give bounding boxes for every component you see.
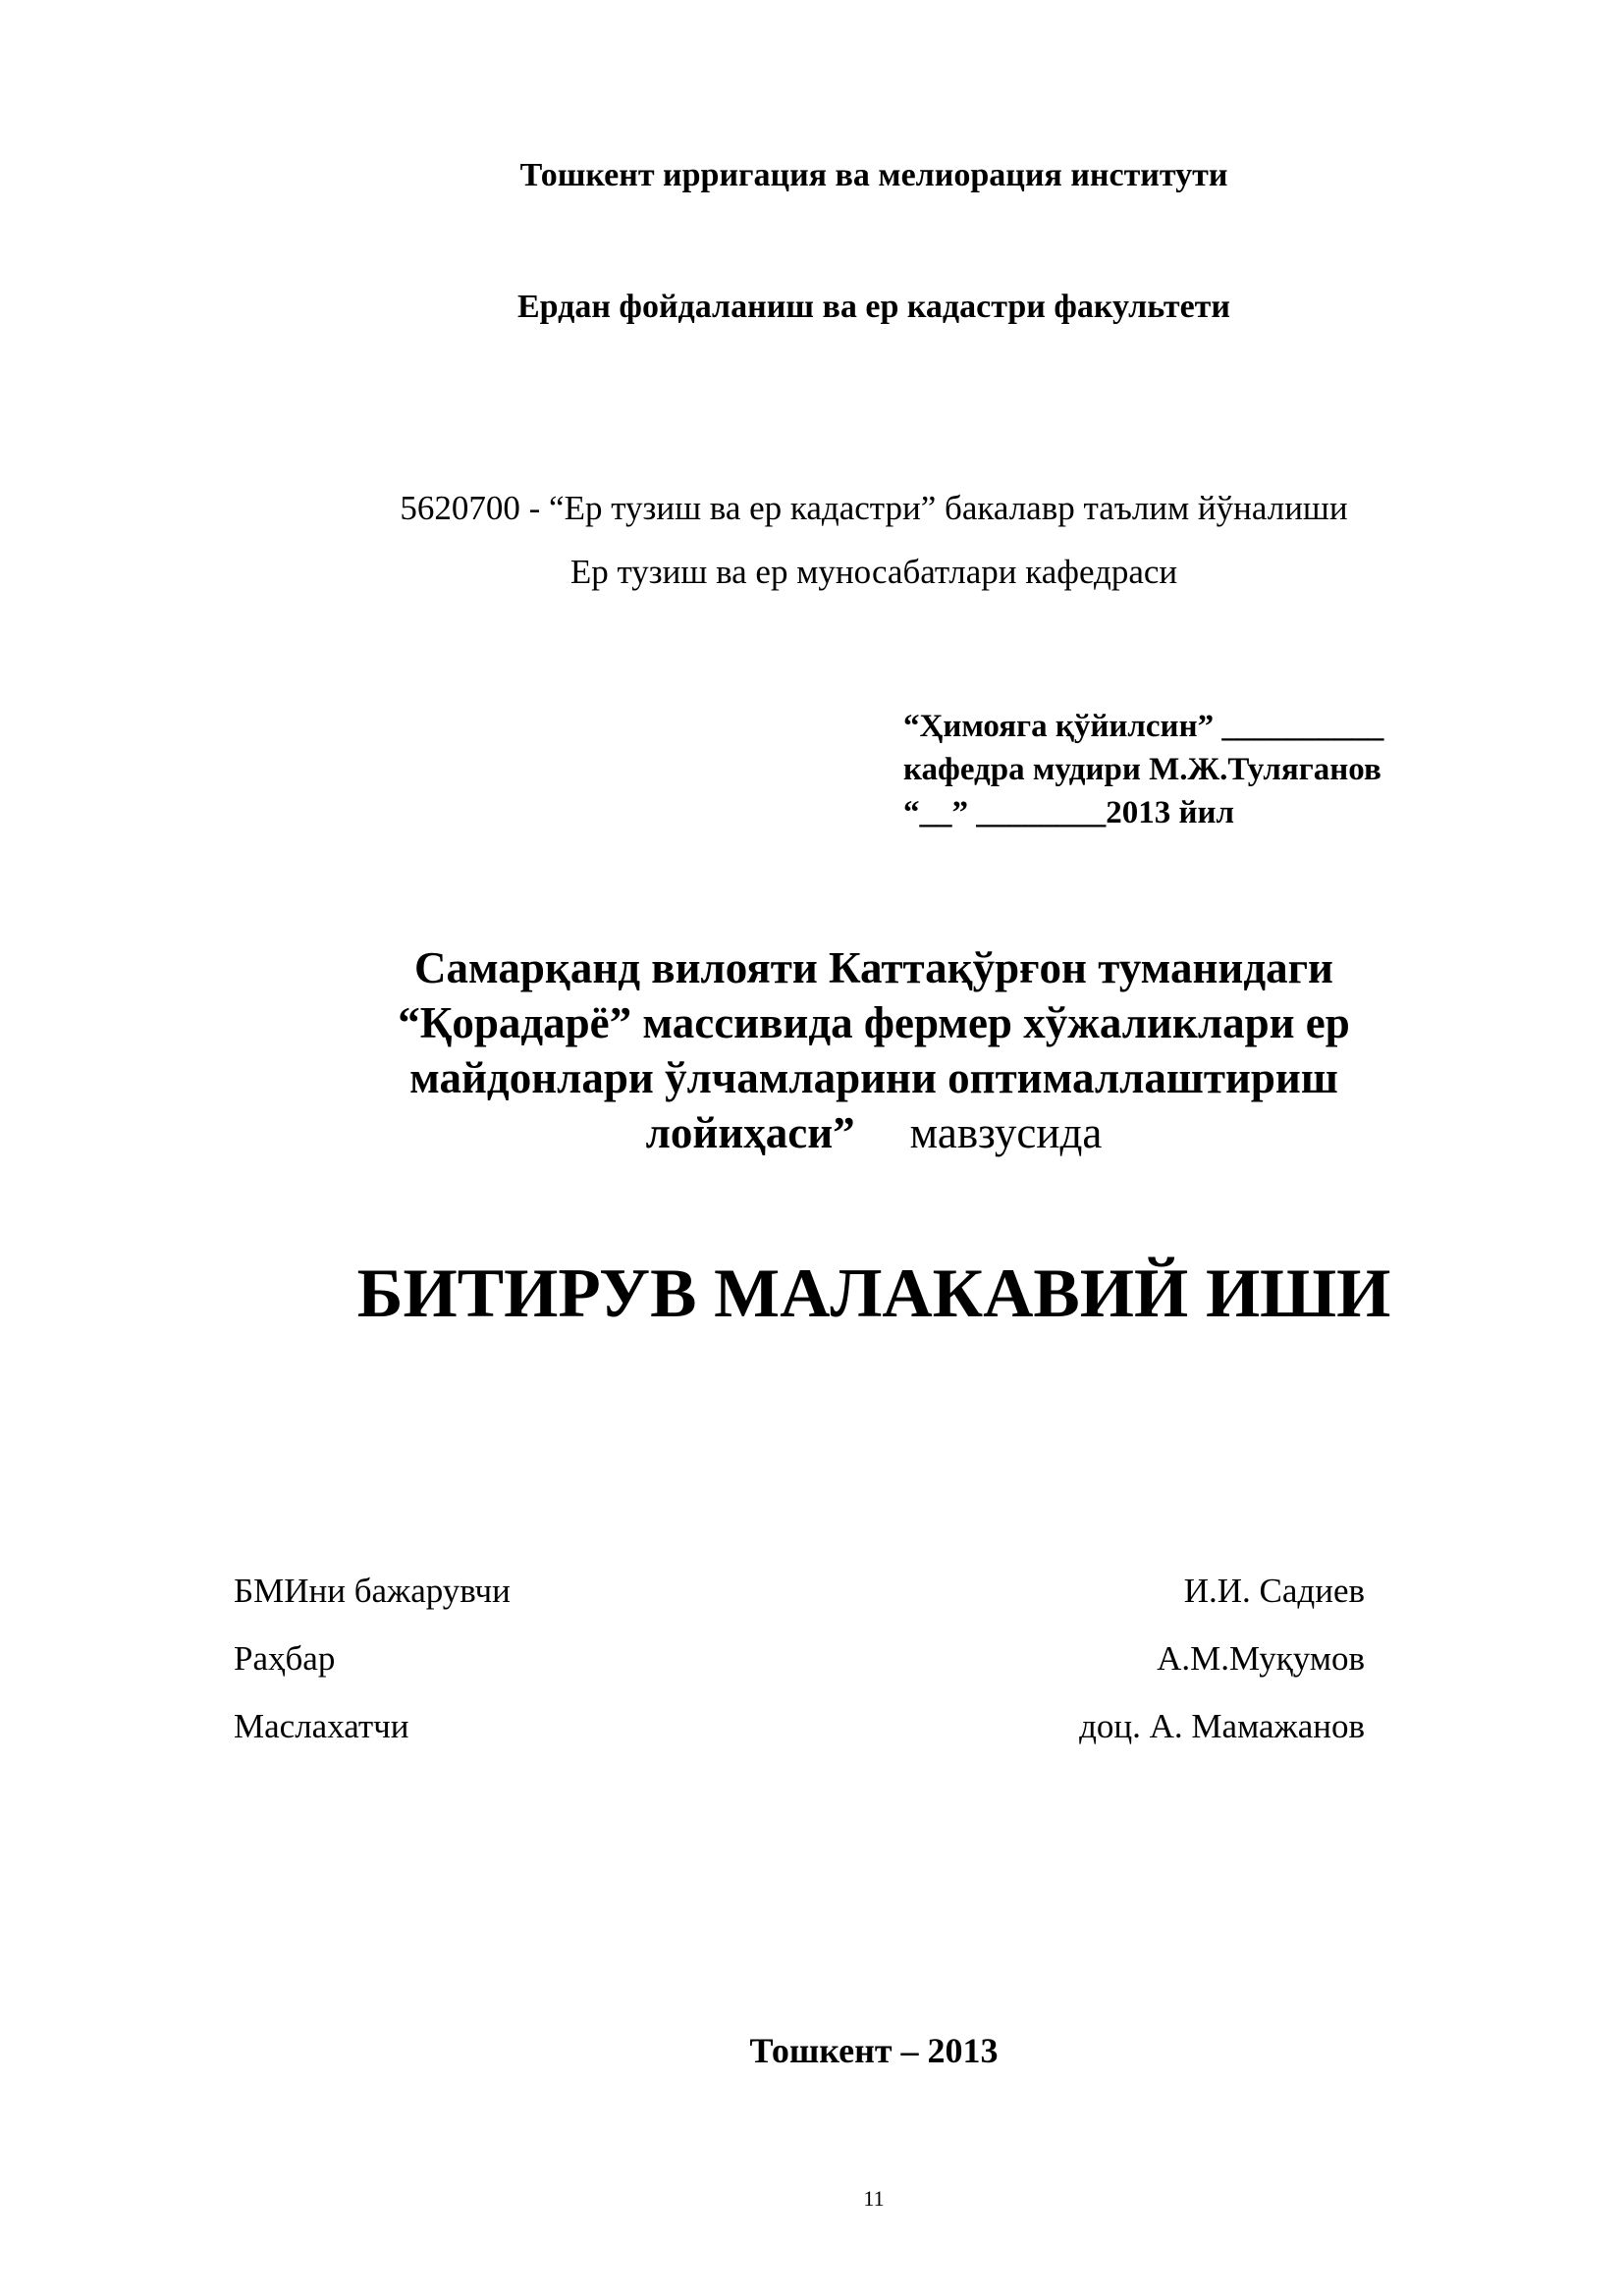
names-list (1041, 1557, 1365, 1760)
approval-head-line: кафедра мудири М.Ж.Туляганов (903, 752, 1381, 787)
approval-date-line: “__” ________2013 йил (903, 795, 1235, 830)
department-name: Ер тузиш ва ер муносабатлари кафедраси (569, 553, 1178, 591)
role-name-executor: И.И. Садиев (1183, 1572, 1365, 1610)
role-label-supervisor: Раҳбар (234, 1639, 336, 1678)
topic-line-2: “Қорадарё” массивида фермер хўжаликлари ер (398, 998, 1350, 1047)
thesis-topic (0, 940, 1624, 1160)
institute-name: Тошкент ирригация ва мелиорация институти (519, 157, 1228, 193)
role-name-consultant: доц. А. Мамажанов (1079, 1707, 1365, 1745)
topic-suffix: мавзусида (909, 1108, 1103, 1157)
page-number: 11 (863, 2186, 885, 2211)
approval-block (903, 705, 1383, 834)
topic-line-4 (0, 1105, 1624, 1160)
roles-list (234, 1557, 511, 1760)
role-label-executor: БМИни бажарувчи (234, 1572, 511, 1610)
role-name-supervisor: А.М.Муқумов (1157, 1639, 1365, 1678)
topic-line-3: майдонлари ўлчамларини оптималлаштириш (409, 1053, 1338, 1102)
city-year: Тошкент – 2013 (749, 2031, 999, 2070)
topic-line-1: Самарқанд вилояти Каттақўрғон туманидаги (414, 943, 1333, 992)
approval-defense-line: “Ҳимояга қўйилсин” __________ (903, 709, 1384, 744)
work-title: БИТИРУВ МАЛАКАВИЙ ИШИ (356, 1255, 1391, 1332)
faculty-name: Ердан фойдаланиш ва ер кадастри факультети (517, 289, 1230, 325)
topic-line-4-text: лойиҳаси” (645, 1108, 855, 1157)
program-name: 5620700 - “Ер тузиш ва ер кадастри” бакалавр таълим йўналиши (400, 489, 1348, 527)
role-label-consultant: Маслахатчи (234, 1707, 409, 1745)
